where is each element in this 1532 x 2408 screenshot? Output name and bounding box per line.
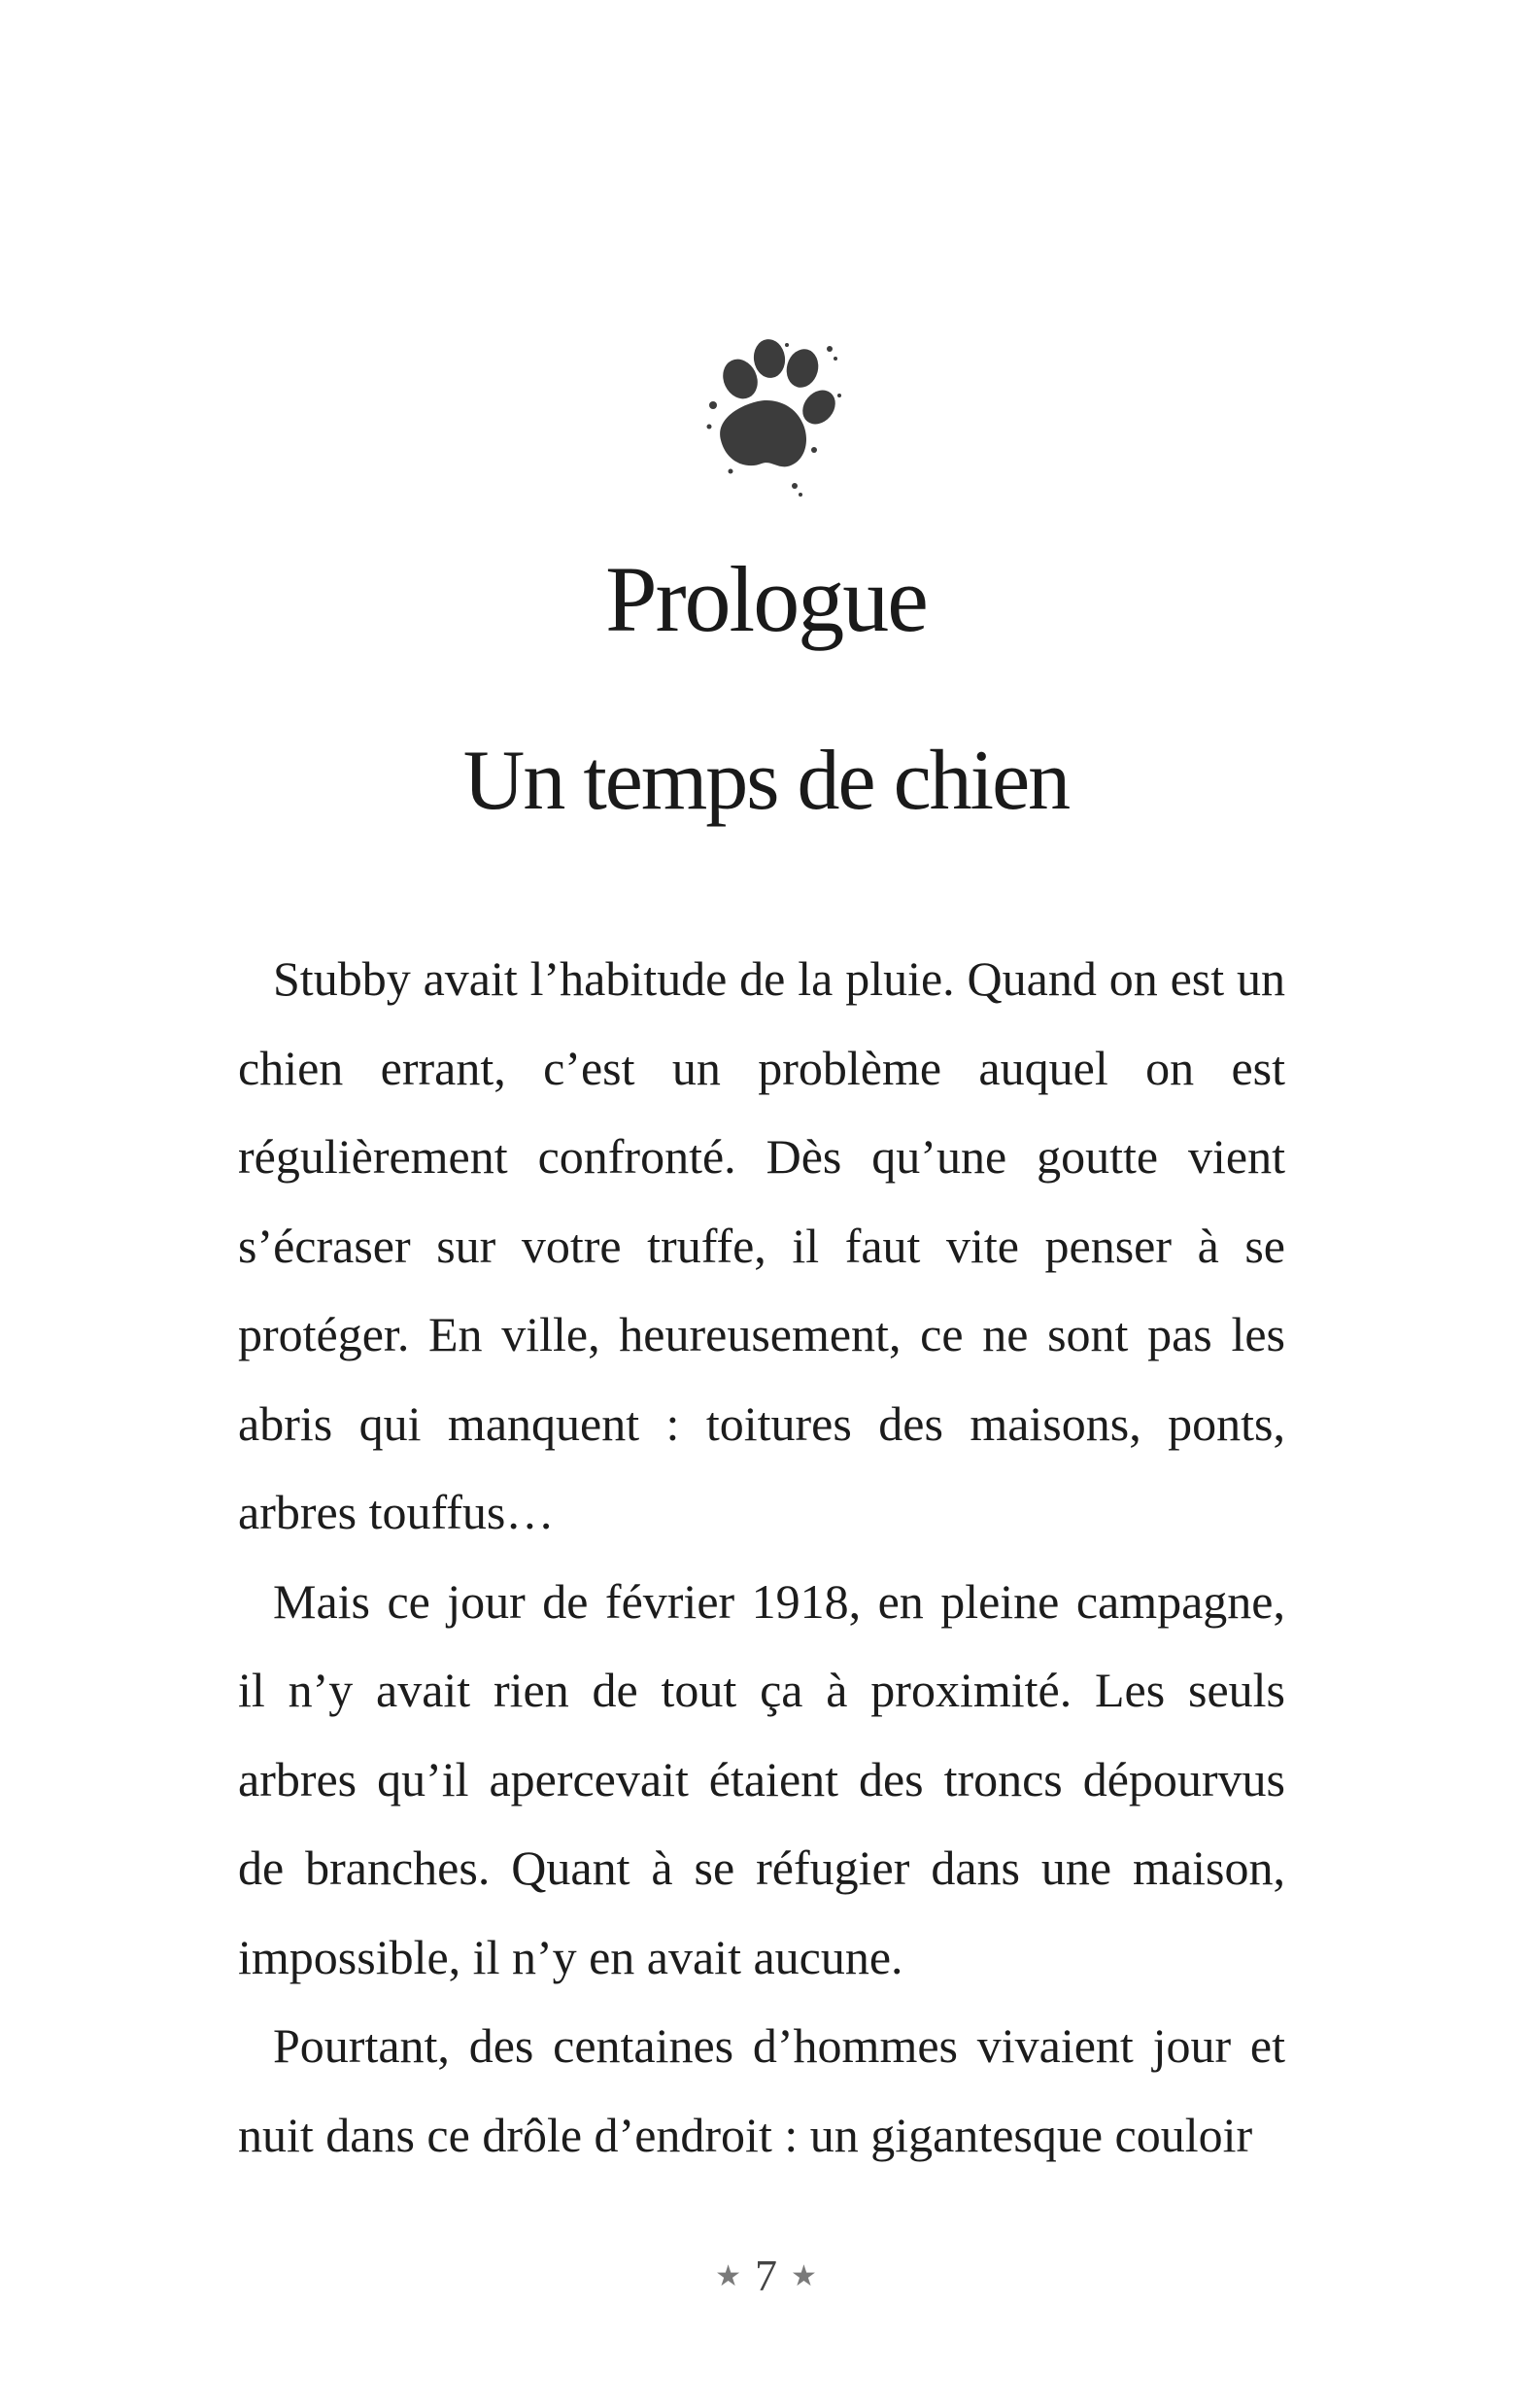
star-icon: ★	[715, 2260, 741, 2293]
paragraph-2: Mais ce jour de février 1918, en pleine campagne, il n’y avait rien de tout ça à proximité. Les seuls arbres qu’il apercevait étaient des troncs dépourvus de branches. Quant à se réfugier dans une maison, impossible, il n’y en avait aucune.	[238, 1573, 1285, 1984]
chapter-label: Prologue	[605, 547, 927, 651]
paragraph-3: Pourtant, des centaines d’hommes vivaient jour et nuit dans ce drôle d’endroit : un gigantesque couloir	[238, 2018, 1285, 2162]
star-icon: ★	[791, 2260, 817, 2293]
paw-print-icon	[701, 335, 847, 502]
chapter-title: Un temps de chien	[462, 734, 1070, 828]
paragraph-1: Stubby avait l’habitude de la pluie. Quand on est un chien errant, c’est un problème auquel on est régulièrement confronté. Dès qu’une goutte vient s’écraser sur votre truffe, il faut vite penser à se protéger. En ville, heureusement, ce ne sont pas les abris qui manquent : toitures des maisons, ponts, arbres touffus…	[238, 951, 1285, 1539]
page-number: 7	[755, 2251, 777, 2300]
body-text	[238, 935, 1285, 2180]
page-footer	[0, 2247, 1532, 2309]
